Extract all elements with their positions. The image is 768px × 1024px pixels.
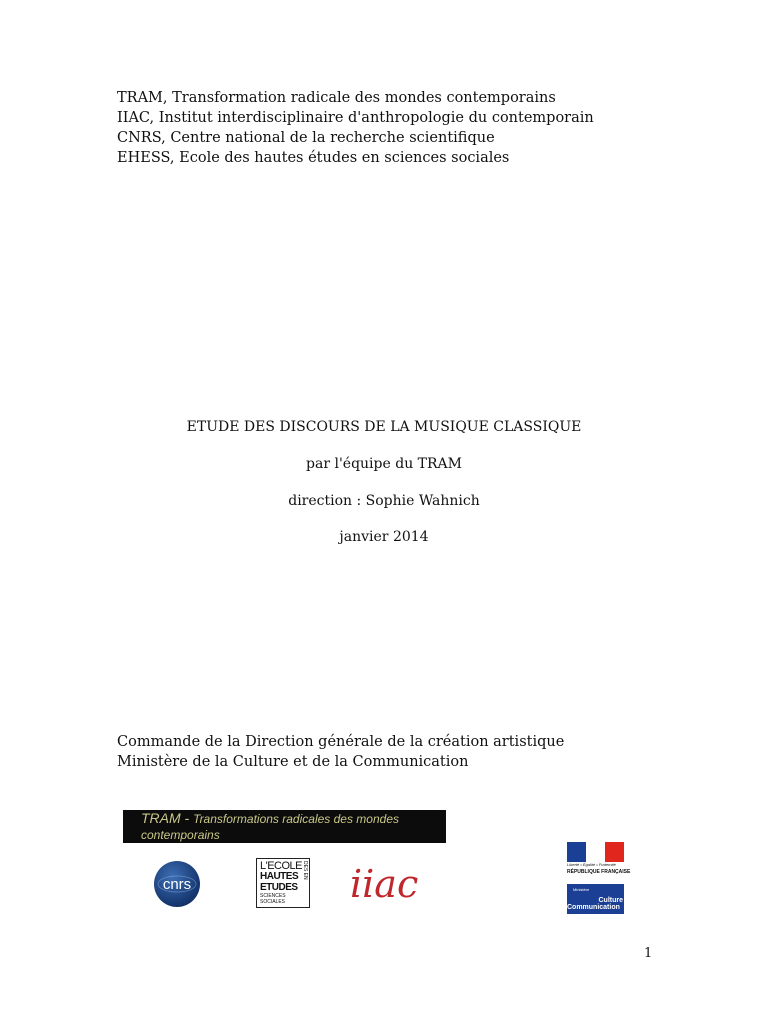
tram-logo-separator: - [180, 810, 194, 826]
document-authors: par l'équipe du TRAM [306, 456, 462, 472]
iiac-logo-text: iiac [350, 862, 419, 906]
cnrs-logo [153, 860, 201, 908]
ministere-label: Ministère [573, 887, 590, 892]
republique-francaise-logo [567, 842, 631, 878]
marianne-flag-icon [567, 842, 624, 862]
affiliation-iiac: IIAC, Institut interdisciplinaire d'anthropologie du contemporain [117, 110, 594, 126]
ministere-culture-logo [567, 884, 624, 914]
ministere-communication-text: Communication [567, 904, 620, 911]
ehess-logo-line-2: HAUTES [260, 871, 299, 882]
ehess-logo [256, 858, 310, 908]
commission-line-2: Ministère de la Culture et de la Communication [117, 754, 469, 770]
ehess-logo-line-3: ETUDES [260, 882, 298, 893]
ehess-logo-line-1: L'ECOLE [260, 860, 303, 872]
tram-logo-banner [123, 810, 446, 843]
republique-name: RÉPUBLIQUE FRANÇAISE [567, 869, 631, 875]
document-date: janvier 2014 [339, 529, 429, 545]
document-title: ETUDE DES DISCOURS DE LA MUSIQUE CLASSIQUE [186, 419, 582, 435]
ehess-logo-line-4: SCIENCES [260, 893, 286, 899]
cnrs-logo-text: cnrs [162, 876, 192, 893]
affiliation-ehess: EHESS, Ecole des hautes études en sciences sociales [117, 150, 510, 166]
ehess-logo-line-5: SOCIALES [260, 899, 286, 905]
ehess-logo-side: DES EN [302, 861, 308, 880]
republique-motto: Liberté • Égalité • Fraternité [567, 862, 616, 867]
tram-logo-name: TRAM [141, 810, 181, 826]
ministere-culture-text: Culture [598, 897, 623, 904]
affiliation-tram: TRAM, Transformation radicale des mondes contemporains [117, 90, 556, 106]
tram-logo-tagline-1: Transformations radicales des mondes [193, 812, 399, 826]
commission-line-1: Commande de la Direction générale de la création artistique [117, 734, 565, 750]
document-direction: direction : Sophie Wahnich [288, 493, 480, 509]
affiliations-block [117, 88, 594, 168]
page-number: 1 [644, 946, 653, 961]
commission-block [117, 732, 564, 772]
tram-logo-tagline-2: contemporains [141, 828, 220, 842]
iiac-logo [350, 862, 450, 906]
affiliation-cnrs: CNRS, Centre national de la recherche scientifique [117, 130, 495, 146]
